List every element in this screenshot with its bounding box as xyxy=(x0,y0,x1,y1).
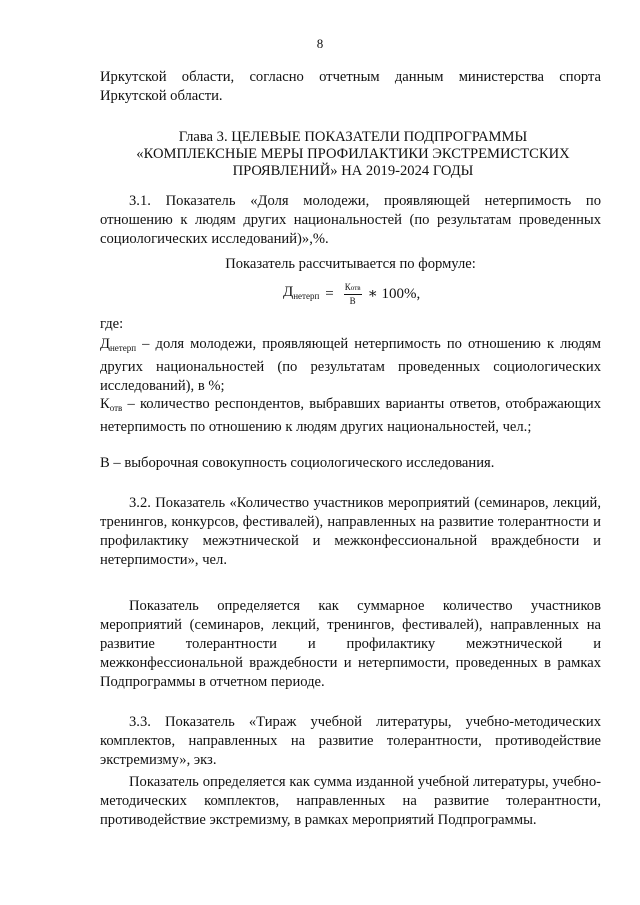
intro-line-2: Иркутской области. xyxy=(100,88,223,104)
indicator-3-2-text: 3.2. Показатель «Количество участников мероприятий (семинаров, лекций, тренингов, конкурсов, фестивалей), направленных на развитие толерантности и профилактику межэтнической и межконфессиональной враждебности и нетерпимости», чел. xyxy=(100,495,601,568)
chapter-heading-line-3: ПРОЯВЛЕНИЙ» НА 2019-2024 ГОДЫ xyxy=(232,163,474,179)
chapter-heading-line-1: Глава 3. ЦЕЛЕВЫЕ ПОКАЗАТЕЛИ ПОДПРОГРАММЫ xyxy=(178,129,528,145)
definition-d: $Д_{нетерп}$ – доля молодежи, проявляющей нетерпимость по отношению к людям других национальностей (по результатам проведенных социологических исследований), в %; xyxy=(100,336,601,394)
formula-tail: ∗ 100%, xyxy=(367,285,421,302)
page-number: 8 xyxy=(316,36,324,51)
formula-equals: = xyxy=(325,285,334,302)
formula-numerator: Котв xyxy=(344,282,362,295)
where-label: где: xyxy=(100,316,124,332)
indicator-3-1-text: 3.1. Показатель «Доля молодежи, проявляющей нетерпимость по отношению к людям других национальностей (по результатам проведенных социологических исследований)»,%. xyxy=(100,193,601,247)
definition-k: $К_{отв}$ – количество респондентов, выбравших варианты ответов, отображающих нетерпимость по отношению к людям других национальностей, чел.; xyxy=(100,396,601,435)
indicator-3-3-method: Показатель определяется как сумма изданной учебной литературы, учебно-методических комплектов, направленных на развитие толерантности, противодействие экстремизму, в рамках мероприятий Подпрограммы. xyxy=(100,774,601,828)
formula-denominator: В xyxy=(349,296,356,306)
chapter-heading-line-2: «КОМПЛЕКСНЫЕ МЕРЫ ПРОФИЛАКТИКИ ЭКСТРЕМИСТСКИХ xyxy=(136,146,570,162)
indicator-3-3-text: 3.3. Показатель «Тираж учебной литературы, учебно-методических комплектов, направленных на развитие толерантности, противодействие экстремизму», экз. xyxy=(100,714,601,768)
formula-fraction xyxy=(344,282,362,306)
formula-intro: Показатель рассчитывается по формуле: xyxy=(225,256,476,272)
formula xyxy=(283,274,420,314)
intro-line-1: Иркутской области, согласно отчетным данным министерства спорта xyxy=(100,69,601,85)
indicator-3-2-method: Показатель определяется как суммарное количество участников мероприятий (семинаров, лекций, тренингов, фестивалей), направленных на развитие толерантности и профилактику межэтнической и межконфессиональной враждебности и нетерпимости, проведенных в рамках Подпрограммы в отчетном периоде. xyxy=(100,598,601,690)
chapter-heading xyxy=(118,129,588,180)
definition-b: В – выборочная совокупность социологического исследования. xyxy=(100,455,495,471)
formula-lhs: $Д_{нетерп}$ xyxy=(283,283,320,301)
